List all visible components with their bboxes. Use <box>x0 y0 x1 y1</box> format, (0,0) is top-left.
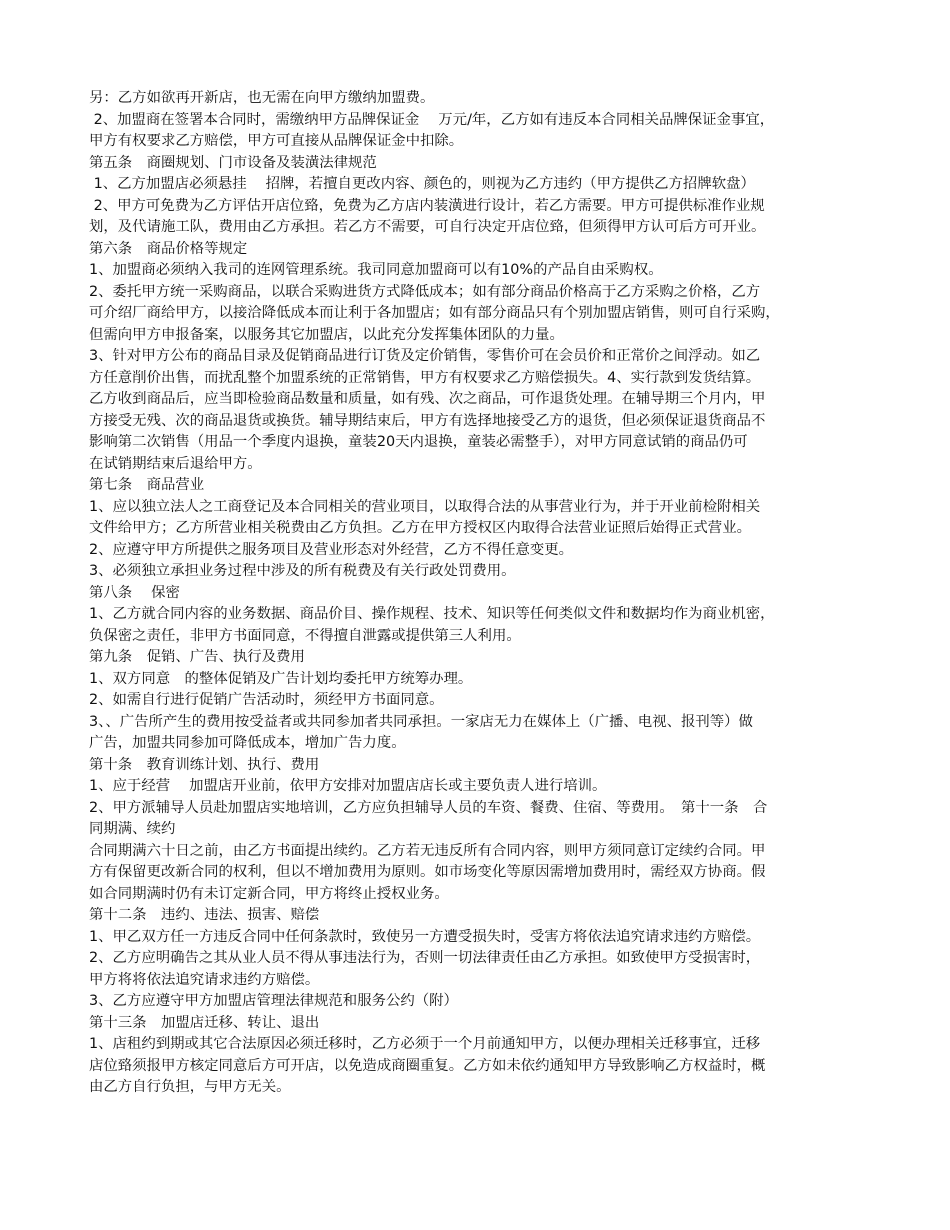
text-line: 2、甲方可免费为乙方评估开店位臵，免费为乙方店内装潢进行设计，若乙方需要。甲方可提供标准作业规 <box>89 197 765 214</box>
text-line: 1、应以独立法人之工商登记及本合同相关的营业项目，以取得合法的从事营业行为，并于开业前检附相关 <box>89 498 761 515</box>
text-line: 2、加盟商在签署本合同时，需缴纳甲方品牌保证金 万元/年，乙方如有违反本合同相关品牌保证金事宜， <box>89 111 775 128</box>
text-line: 另：乙方如欲再开新店，也无需在向甲方缴纳加盟费。 <box>89 90 435 106</box>
text-line: 1、店租约到期或其它合法原因必须迁移时，乙方必须于一个月前通知甲方，以便办理相关迁移事宜，迁移 <box>89 1036 761 1052</box>
text-line: 广告，加盟共同参加可降低成本，增加广告力度。 <box>89 735 406 751</box>
section-heading: 第五条 商圈规划、门市设备及装潢法律规范 <box>89 154 377 171</box>
text-line: 但需向甲方申报备案，以服务其它加盟店，以此充分发挥集体团队的力量。 <box>89 326 564 343</box>
text-line: 2、委托甲方统一采购商品，以联合采购进货方式降低成本；如有部分商品价格高于乙方采购之价格，乙方 <box>89 283 761 300</box>
text-line: 2、甲方派辅导人员赴加盟店实地培训，乙方应负担辅导人员的车资、餐费、住宿、等费用。 第十一条 合 <box>89 799 768 816</box>
section-heading: 第十三条 加盟店迁移、转让、退出 <box>89 1014 320 1031</box>
text-line: 负保密之责任，非甲方书面同意，不得擅自泄露或提供第三人利用。 <box>89 627 521 644</box>
text-line: 3、必须独立承担业务过程中涉及的所有税费及有关行政处罚费用。 <box>89 563 516 579</box>
text-line: 2、乙方应明确告之其从业人员不得从事违法行为，否则一切法律责任由乙方承担。如致使甲方受损害时， <box>89 950 761 966</box>
text-line: 在试销期结束后退给甲方。 <box>89 455 262 472</box>
section-heading: 第七条 商品营业 <box>89 477 205 493</box>
text-line: 如合同期满时仍有未订定新合同，甲方将终止授权业务。 <box>89 885 449 902</box>
section-heading: 第九条 促销、广告、执行及费用 <box>89 649 305 665</box>
text-line: 乙方收到商品后，应当即检验商品数量和质量，如有残、次之商品，可作退货处理。在辅导期三个月内，甲 <box>89 391 766 407</box>
text-line: 同期满、续约 <box>89 821 176 837</box>
section-heading: 第八条 保密 <box>89 584 180 601</box>
text-line: 2、如需自行进行促销广告活动时，须经甲方书面同意。 <box>89 692 444 708</box>
text-line: 合同期满六十日之前，由乙方书面提出续约。乙方若无违反所有合同内容，则甲方须同意订定续约合同。甲 <box>89 842 766 859</box>
text-line: 方接受无残、次的商品退货或换货。辅导期结束后，甲方有选择地接受乙方的退货，但必须保证退货商品不 <box>89 412 766 429</box>
text-line: 3、针对甲方公布的商品目录及促销商品进行订货及定价销售，零售价可在会员价和正常价之间浮动。如乙 <box>89 348 761 364</box>
text-line: 文件给甲方；乙方所营业相关税费由乙方负担。乙方在甲方授权区内取得合法营业证照后始得正式营业。 <box>89 520 751 536</box>
text-line: 1、应于经营 加盟店开业前，依甲方安排对加盟店店长或主要负责人进行培训。 <box>89 778 607 794</box>
text-line: 3、乙方应遵守甲方加盟店管理法律规范和服务公约（附） <box>89 993 458 1009</box>
text-line: 方任意削价出售，而扰乱整个加盟系统的正常销售，甲方有权要求乙方赔偿损失。4、实行款到发货结算。 <box>89 369 761 386</box>
text-line: 1、双方同意 的整体促销及广告计划均委托甲方统筹办理。 <box>89 670 473 687</box>
text-line: 3、、广告所产生的费用按受益者或共同参加者共同承担。一家店无力在媒体上（广播、电视、报刊等）做 <box>89 713 753 730</box>
text-line: 店位臵须报甲方核定同意后方可开店，以免造成商圈重复。乙方如未依约通知甲方导致影响乙方权益时，概 <box>89 1057 766 1074</box>
section-heading: 第十二条 违约、违法、损害、赔偿 <box>89 907 320 923</box>
text-line: 划，及代请施工队，费用由乙方承担。若乙方不需要，可自行决定开店位臵，但须得甲方认可后方可开业。 <box>89 219 766 235</box>
section-heading: 第六条 商品价格等规定 <box>89 240 248 257</box>
text-line: 1、加盟商必须纳入我司的连网管理系统。我司同意加盟商可以有10%的产品自由采购权。 <box>89 262 663 278</box>
text-line: 甲方将将依法追究请求违约方赔偿。 <box>89 971 320 988</box>
text-line: 方有保留更改新合同的权利，但以不增加费用为原则。如市场变化等原因需增加费用时，需经双方协商。假 <box>89 864 766 880</box>
text-line: 由乙方自行负担，与甲方无关。 <box>89 1079 291 1095</box>
text-line: 甲方有权要求乙方赔偿，甲方可直接从品牌保证金中扣除。 <box>89 133 464 149</box>
text-line: 可介绍厂商给甲方，以接洽降低成本而让利于各加盟店；如有部分商品只有个别加盟店销售，则可自行采购， <box>89 305 780 321</box>
text-line: 1、乙方就合同内容的业务数据、商品价目、操作规程、技术、知识等任何类似文件和数据均作为商业机密， <box>89 606 775 622</box>
text-line: 2、应遵守甲方所提供之服务项目及营业形态对外经营，乙方不得任意变更。 <box>89 541 574 558</box>
text-line: 1、乙方加盟店必须悬挂 招牌，若擅自更改内容、颜色的，则视为乙方违约（甲方提供乙方招牌软盘） <box>89 176 755 192</box>
text-line: 1、甲乙双方任一方违反合同中任何条款时，致使另一方遭受损失时，受害方将依法追究请求违约方赔偿。 <box>89 928 761 945</box>
text-line: 影响第二次销售（用品一个季度内退换，童装20天内退换，童装必需整手），对甲方同意试销的商品仍可 <box>89 434 748 450</box>
section-heading: 第十条 教育训练计划、执行、费用 <box>89 756 320 773</box>
